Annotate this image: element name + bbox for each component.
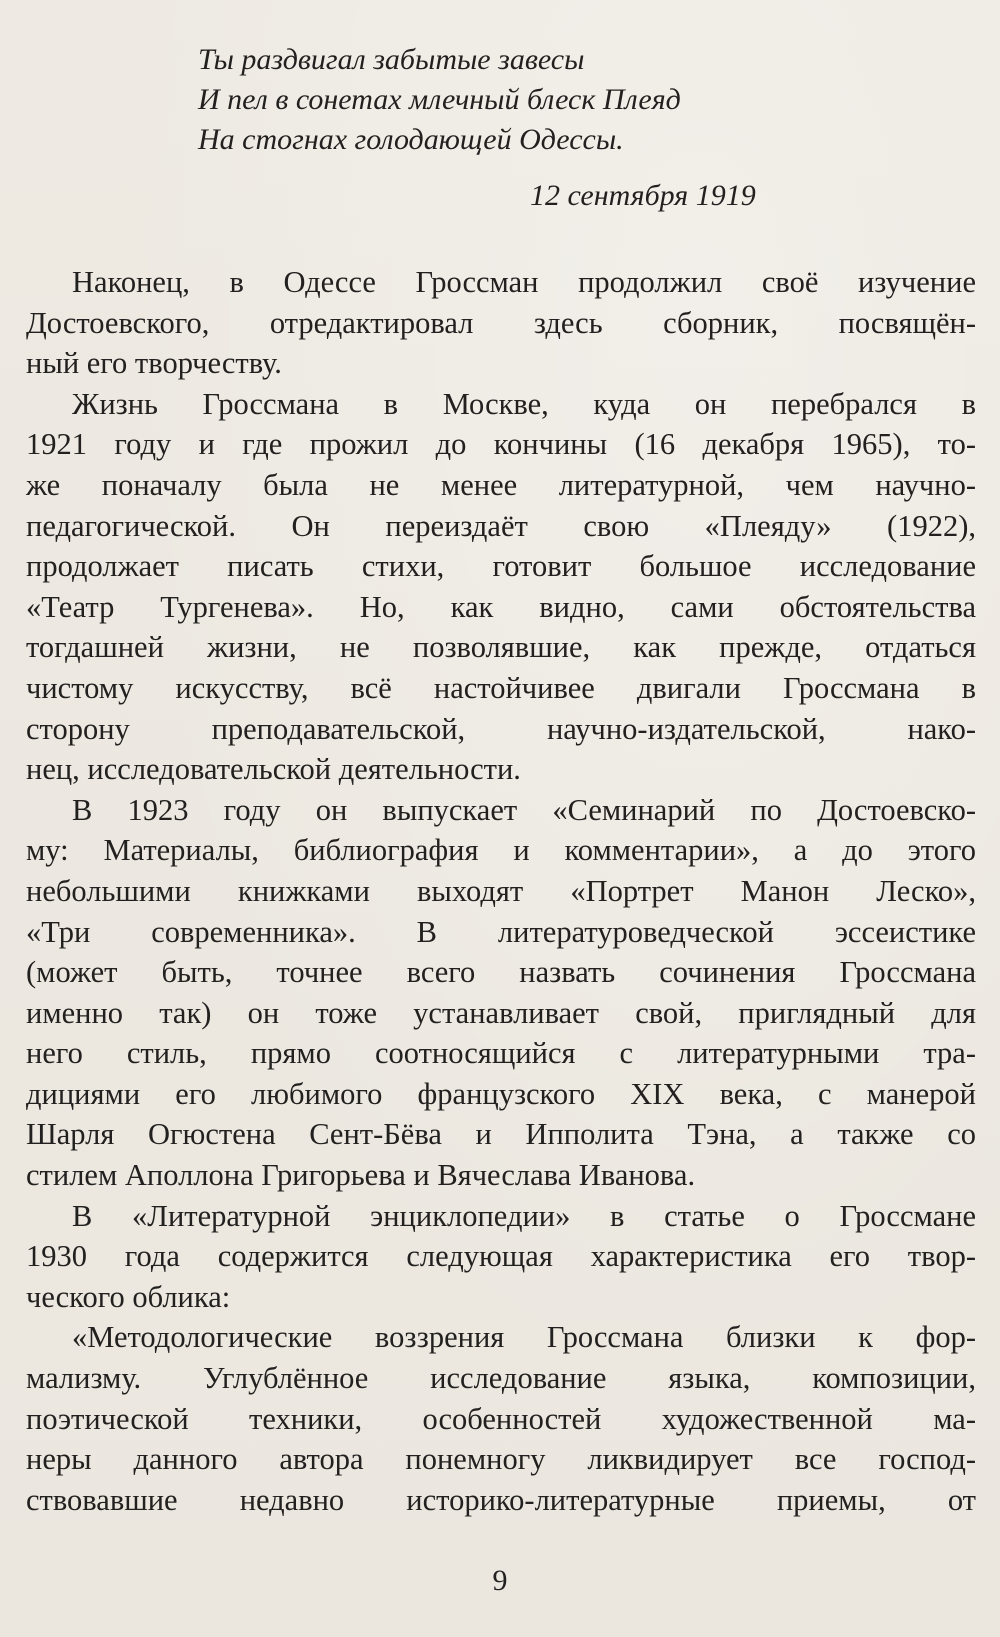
text-line: «Методологические воззрения Гроссмана близки к фор- xyxy=(72,1320,976,1355)
text-line: Наконец, в Одессе Гроссман продолжил своё изучение xyxy=(72,265,976,299)
text-line: «Театр Тургенева». Но, как видно, сами обстоятельства xyxy=(26,589,976,624)
text-line: 1921 году и где прожил до кончины (16 декабря 1965), то- xyxy=(26,427,976,462)
text-line: Шарля Огюстена Сент-Бёва и Ипполита Тэна, а также со xyxy=(26,1117,976,1152)
poem-date: 12 сентября 1919 xyxy=(530,179,756,212)
paragraph xyxy=(26,790,976,1196)
text-line: же поначалу была не менее литературной, чем научно- xyxy=(26,467,976,502)
text-line: Достоевского, отредактировал здесь сборник, посвящён- xyxy=(26,305,976,340)
text-line: продолжает писать стихи, готовит большое исследование xyxy=(26,549,976,584)
text-line: именно так) он тоже устанавливает свой, приглядный для xyxy=(26,995,976,1030)
text-line: 1930 года содержится следующая характеристика его твор- xyxy=(26,1239,976,1274)
text-line: стилем Аполлона Григорьева и Вячеслава Иванова. xyxy=(26,1158,696,1193)
text-line: неры данного автора понемногу ликвидирует все господ- xyxy=(26,1442,976,1477)
text-line: ческого облика: xyxy=(26,1279,231,1314)
text-line: ный его творчеству. xyxy=(26,346,282,381)
text-line: (может быть, точнее всего назвать сочинения Гроссмана xyxy=(26,955,976,990)
paragraph xyxy=(26,384,976,790)
text-line: В «Литературной энциклопедии» в статье о Гроссмане xyxy=(72,1198,976,1233)
text-line: нец, исследовательской деятельности. xyxy=(26,752,521,787)
text-line: небольшими книжками выходят «Портрет Манон Леско», xyxy=(26,873,976,908)
text-line: чистому искусству, всё настойчивее двигали Гроссмана в xyxy=(26,670,976,705)
text-line: В 1923 году он выпускает «Семинарий по Достоевско- xyxy=(72,792,976,827)
poem-line: И пел в сонетах млечный блеск Плеяд xyxy=(198,83,681,116)
text-line: сторону преподавательской, научно-издательской, нако- xyxy=(26,711,976,746)
text-line: него стиль, прямо соотносящийся с литературными тра- xyxy=(26,1036,976,1071)
text-line: мализму. Углублённое исследование языка, композиции, xyxy=(26,1361,976,1396)
text-line: «Три современника». В литературоведческой эссеистике xyxy=(26,914,976,949)
quotation-paragraph xyxy=(26,1317,976,1520)
page-number: 9 xyxy=(492,1564,508,1597)
paragraph xyxy=(26,262,976,384)
text-line: педагогической. Он переиздаёт свою «Плеяду» (1922), xyxy=(26,508,976,543)
text-line: тогдашней жизни, не позволявшие, как прежде, отдаться xyxy=(26,630,976,665)
poem-epigraph xyxy=(198,40,958,160)
poem-line: Ты раздвигал забытые завесы xyxy=(198,43,585,76)
body-text xyxy=(26,262,976,1520)
text-line: поэтической техники, особенностей художественной ма- xyxy=(26,1401,976,1436)
text-line: му: Материалы, библиография и комментарии», а до этого xyxy=(26,833,976,868)
text-line: дициями его любимого французского XIX века, с манерой xyxy=(26,1076,976,1111)
text-line: Жизнь Гроссмана в Москве, куда он перебрался в xyxy=(72,386,976,421)
paragraph xyxy=(26,1196,976,1318)
text-line: ствовавшие недавно историко-литературные приемы, от xyxy=(26,1482,976,1517)
poem-line: На стогнах голодающей Одессы. xyxy=(198,123,624,156)
